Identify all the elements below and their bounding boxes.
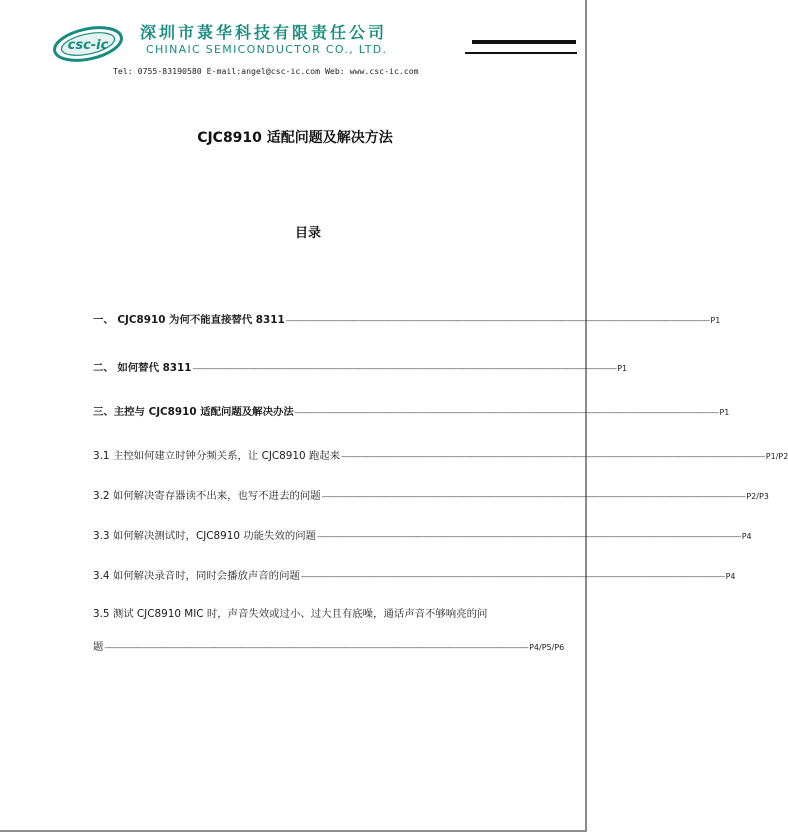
toc-item-3-2[interactable] <box>93 487 769 502</box>
toc-page-number: P1 <box>710 316 721 325</box>
toc-item-3-1[interactable] <box>93 447 788 462</box>
toc-item-text: 3.2 如何解决寄存器读不出来，也写不进去的问题 <box>93 490 321 502</box>
svg-text:csc-ic: csc-ic <box>67 38 109 53</box>
toc-item-3-5[interactable] <box>93 638 565 653</box>
toc-item-text: 题 <box>93 641 104 653</box>
toc-leader: ---------------------------------------------------------------------------------------------------------------------------------------------------------------------------------------------------------------------------- <box>192 365 617 373</box>
toc-item-text: 一、 CJC8910 为何不能直接替代 8311 <box>93 314 285 326</box>
toc-leader: ---------------------------------------------------------------------------------------------------------------------------------------------------------------------------------------------------------------------------- <box>341 453 765 461</box>
toc-page-number: P1 <box>719 408 730 417</box>
toc-item-text: 3.1 主控如何建立时钟分频关系，让 CJC8910 跑起来 <box>93 450 341 462</box>
toc-page-number: P2/P3 <box>746 492 769 501</box>
toc-page-number: P4 <box>741 532 752 541</box>
contact-line: Tel: 0755-83190580 E-mail:angel@csc-ic.com Web: www.csc-ic.com <box>113 66 419 76</box>
toc-leader: ---------------------------------------------------------------------------------------------------------------------------------------------------------------------------------------------------------------------------- <box>300 573 725 581</box>
table-of-contents <box>93 0 788 834</box>
toc-leader: ---------------------------------------------------------------------------------------------------------------------------------------------------------------------------------------------------------------------------- <box>317 533 741 541</box>
company-name-cn: 深圳市菉华科技有限责任公司 <box>140 23 388 42</box>
toc-leader: ---------------------------------------------------------------------------------------------------------------------------------------------------------------------------------------------------------------------------- <box>294 409 719 417</box>
toc-leader: ---------------------------------------------------------------------------------------------------------------------------------------------------------------------------------------------------------------------------- <box>285 317 710 325</box>
toc-item-text: 三、主控与 CJC8910 适配问题及解决办法 <box>93 406 294 418</box>
toc-item-text: 二、 如何替代 8311 <box>93 362 192 374</box>
toc-item-text: 3.3 如何解决测试时，CJC8910 功能失效的问题 <box>93 530 317 542</box>
document-title: CJC8910 适配问题及解决方法 <box>197 130 393 146</box>
toc-page-number: P1 <box>617 364 628 373</box>
toc-item-3-5-line1[interactable]: 3.5 测试 CJC8910 MIC 时，声音失效或过小、过大且有底噪，通话声音不够响亮的问 <box>93 608 488 620</box>
toc-page-number: P4/P5/P6 <box>529 643 565 652</box>
toc-item-2[interactable] <box>93 359 628 374</box>
toc-item-3-4[interactable] <box>93 567 736 582</box>
company-name-en: CHINAIC SEMICONDUCTOR CO., LTD. <box>146 43 388 56</box>
toc-page-number: P4 <box>725 572 736 581</box>
toc-item-3-3[interactable] <box>93 527 752 542</box>
toc-page-number: P1/P2 <box>765 452 788 461</box>
toc-item-text: 3.4 如何解决录音时，同时会播放声音的问题 <box>93 570 300 582</box>
toc-item-1[interactable] <box>93 311 721 326</box>
toc-leader: ---------------------------------------------------------------------------------------------------------------------------------------------------------------------------------------------------------------------------- <box>321 493 746 501</box>
toc-heading: 目录 <box>294 226 321 241</box>
toc-item-3[interactable] <box>93 403 730 418</box>
toc-leader: ---------------------------------------------------------------------------------------------------------------------------------------------------------------------------------------------------------------------------- <box>104 644 529 652</box>
